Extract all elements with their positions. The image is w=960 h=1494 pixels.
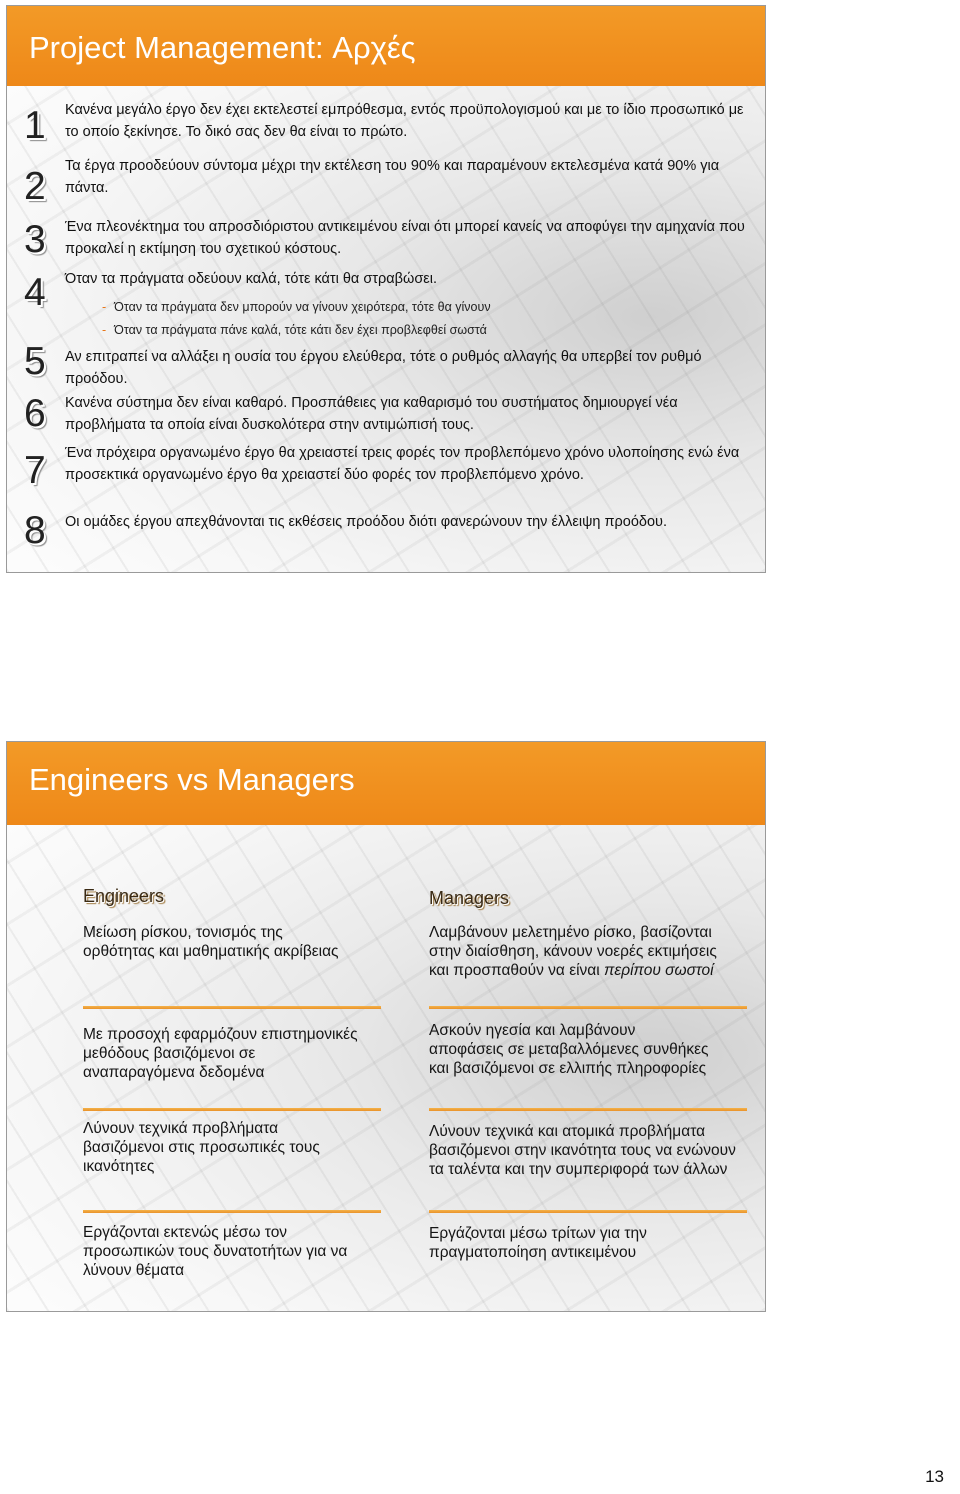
engineers-item: Μείωση ρίσκου, τονισμός της ορθότητας και μαθηματικής ακρίβειας	[83, 924, 339, 960]
managers-item: Εργάζονται μέσω τρίτων για την πραγματοποίηση αντικειμένου	[429, 1225, 647, 1261]
managers-item-emphasis: περίπου σωστοί	[604, 962, 714, 979]
item-number: 5	[24, 340, 46, 383]
item-number: 7	[24, 449, 46, 492]
separator	[83, 1210, 381, 1213]
principle-item: Τα έργα προοδεύουν σύντομα μέχρι την εκτέλεση του 90% και παραμένουν εκτελεσμένα κατά 90% για πάντα.	[65, 158, 720, 196]
managers-heading: Managers	[429, 888, 510, 908]
managers-item: Λύνουν τεχνικά και ατομικά προβλήματα βασιζόμενοι στην ικανότητα τους να ενώνουν τα ταλέντα και την συμπεριφορά των άλλων	[429, 1123, 736, 1178]
separator	[429, 1210, 747, 1213]
slide-principles	[6, 5, 766, 573]
item-number: 1	[24, 104, 46, 147]
engineers-heading: Engineers	[83, 886, 165, 906]
item-number: 2	[24, 165, 46, 208]
principle-item: Ένα πλεονέκτημα του απροσδιόριστου αντικειμένου είναι ότι μπορεί κανείς να αποφύγει την αμηχανία που προκαλεί η εκτίμηση του σχετικού κόστους.	[65, 219, 745, 257]
engineers-item: Με προσοχή εφαρμόζουν επιστημονικές μεθόδους βασιζόμενοι σε αναπαραγόμενα δεδομένα	[83, 1026, 358, 1081]
principle-item: Ένα πρόχειρα οργανωμένο έργο θα χρειαστεί τρεις φορές τον προβλεπόμενο χρόνο υλοποίησης ενώ ένα προσεκτικά οργανωμένο έργο θα χρειαστεί δύο φορές τον προβλεπόμενο χρόνο.	[65, 445, 740, 483]
principle-item: Οι ομάδες έργου απεχθάνονται τις εκθέσεις προόδου διότι φανερώνουν την έλλειψη προόδου.	[65, 514, 667, 530]
dash-bullet: -	[102, 300, 107, 314]
slide-title: Engineers vs Managers	[29, 762, 355, 797]
item-number: 3	[24, 218, 46, 261]
principle-item: Κανένα μεγάλο έργο δεν έχει εκτελεστεί εμπρόθεσμα, εντός προϋπολογισμού και με το ίδιο προσωπικό με το οποίο ξεκίνησε. Το δικό σας δεν θα είναι το πρώτο.	[65, 102, 744, 140]
principle-item: Όταν τα πράγματα οδεύουν καλά, τότε κάτι θα στραβώσει.	[65, 271, 437, 287]
managers-item: Ασκούν ηγεσία και λαμβάνουν αποφάσεις σε μεταβαλλόμενες συνθήκες και βασιζόμενοι σε ελλιπής πληροφορίες	[429, 1022, 709, 1077]
sub-item-text: Όταν τα πράγματα πάνε καλά, τότε κάτι δεν έχει προβλεφθεί σωστά	[114, 323, 487, 337]
engineers-item: Εργάζονται εκτενώς μέσω τον προσωπικών τους δυνατοτήτων για να λύνουν θέματα	[83, 1224, 348, 1279]
engineers-item: Λύνουν τεχνικά προβλήματα βασιζόμενοι στις προσωπικές τους ικανότητες	[83, 1120, 320, 1175]
sub-item	[102, 300, 491, 314]
item-number: 6	[24, 392, 46, 435]
item-number: 4	[24, 271, 46, 314]
managers-item	[429, 923, 729, 980]
slide-title: Project Management: Αρχές	[29, 30, 416, 65]
sub-item	[102, 323, 487, 337]
item-number: 8	[24, 509, 46, 552]
dash-bullet: -	[102, 323, 107, 337]
sub-item-text: Όταν τα πράγματα δεν μπορούν να γίνουν χειρότερα, τότε θα γίνουν	[114, 300, 491, 314]
principle-item: Αν επιτραπεί να αλλάξει η ουσία του έργου ελεύθερα, τότε ο ρυθμός αλλαγής θα υπερβεί τον ρυθμό προόδου.	[65, 349, 702, 387]
separator	[429, 1006, 747, 1009]
managers-item-text: Λαμβάνουν μελετημένο ρίσκο, βασίζονται στην διαίσθηση, κάνουν νοερές εκτιμήσεις και προσπαθούν να είναι	[429, 924, 717, 979]
page-number: 13	[925, 1467, 944, 1486]
separator	[83, 1108, 381, 1111]
separator	[83, 1006, 381, 1009]
separator	[429, 1108, 747, 1111]
slide-engineers-vs-managers	[6, 741, 766, 1312]
principle-item: Κανένα σύστημα δεν είναι καθαρό. Προσπάθειες για καθαρισμό του συστήματος δημιουργεί νέα προβλήματα τα οποία είναι δυσκολότερα στην αντιμώπισή τους.	[65, 395, 678, 433]
